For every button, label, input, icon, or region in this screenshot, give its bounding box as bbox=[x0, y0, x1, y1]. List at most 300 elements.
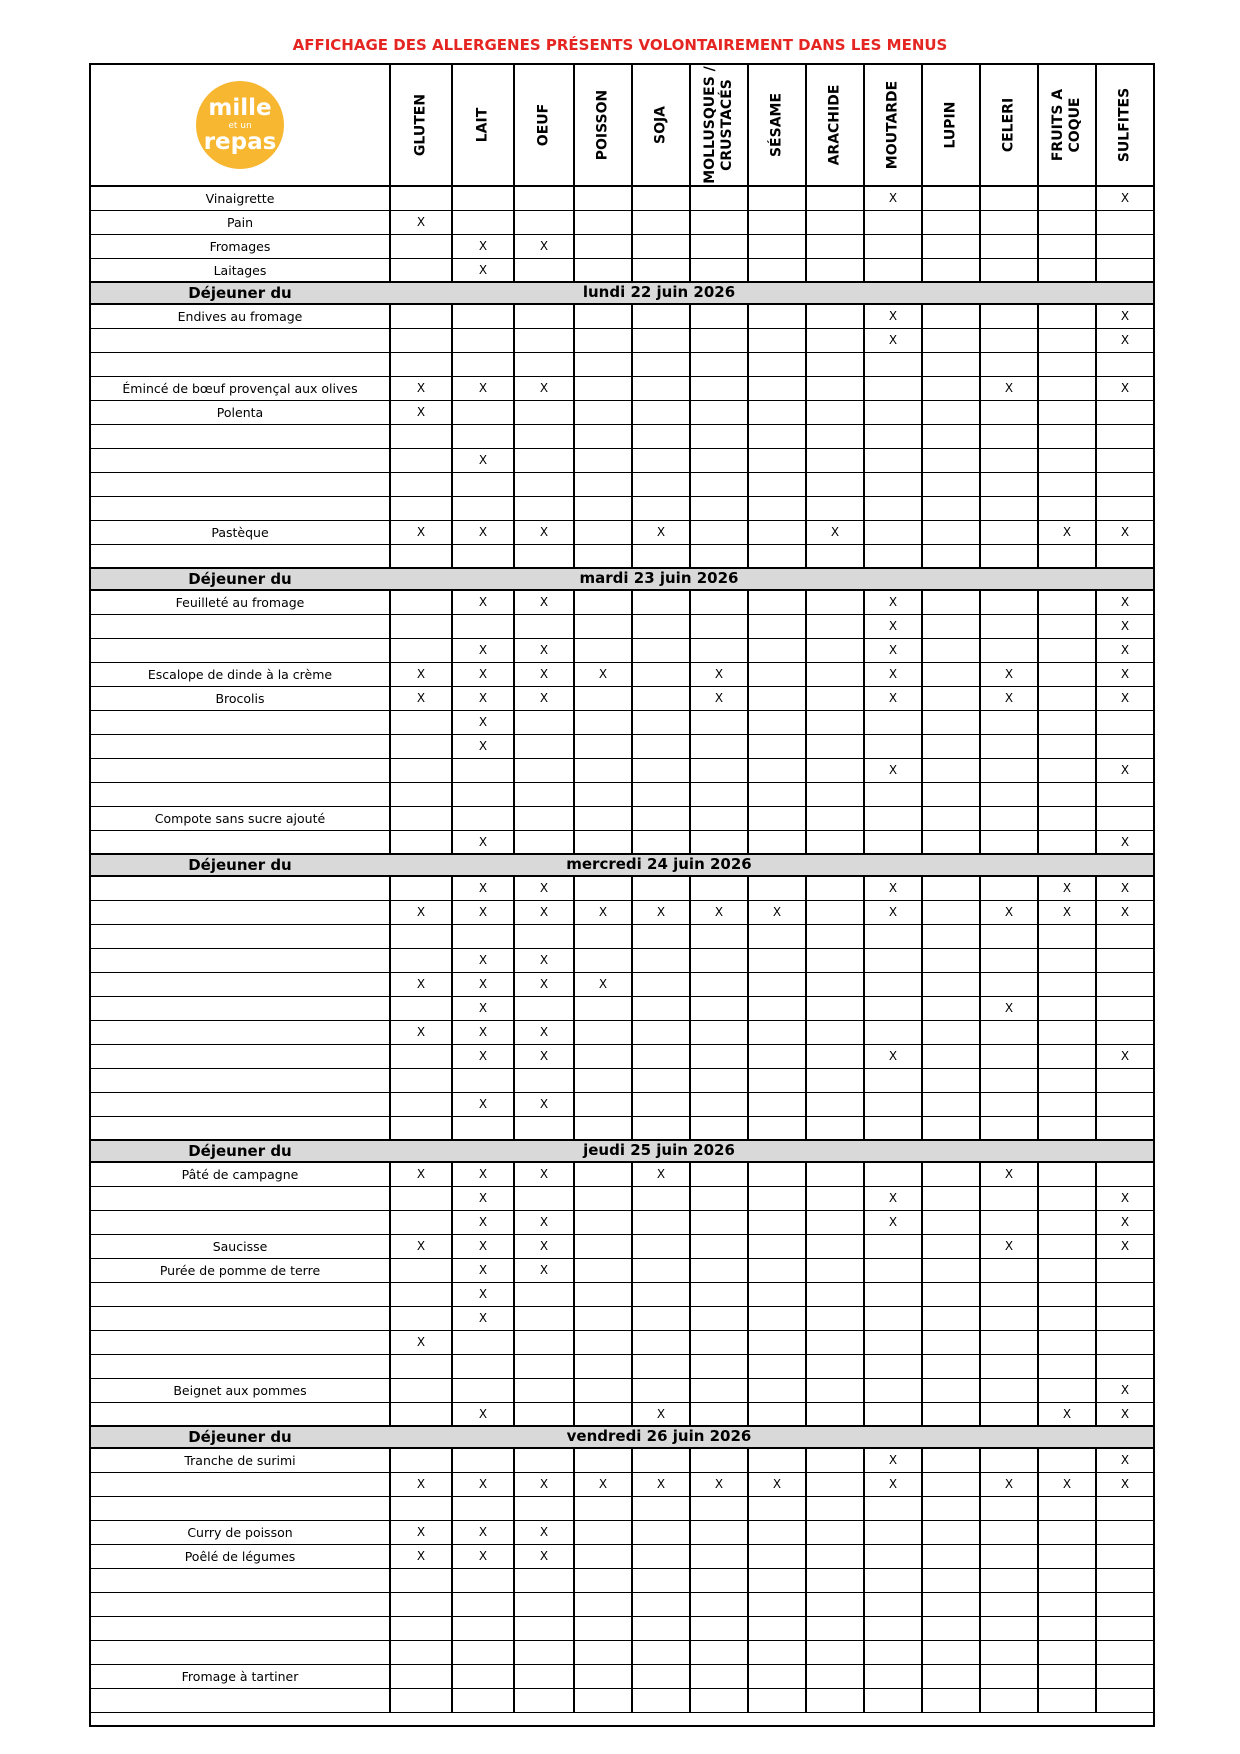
allergen-mark: X bbox=[1120, 1049, 1130, 1063]
allergen-cell bbox=[921, 521, 979, 544]
allergen-cell bbox=[1095, 1117, 1153, 1139]
allergen-cell bbox=[389, 783, 451, 806]
allergen-cell bbox=[921, 1331, 979, 1354]
allergen-cell bbox=[805, 1473, 863, 1496]
allergen-cell bbox=[921, 639, 979, 662]
allergen-cell bbox=[389, 615, 451, 638]
allergen-cell bbox=[747, 1569, 805, 1592]
allergen-cell bbox=[1037, 1355, 1095, 1378]
allergen-mark: X bbox=[1120, 643, 1130, 657]
column-header-label: LUPIN bbox=[942, 101, 959, 149]
allergen-cell bbox=[451, 1093, 513, 1116]
allergen-cell bbox=[805, 1497, 863, 1520]
allergen-cell bbox=[513, 1259, 573, 1282]
allergen-cell bbox=[921, 973, 979, 996]
allergen-cell bbox=[689, 353, 747, 376]
allergen-cell bbox=[863, 1449, 921, 1472]
allergen-cell bbox=[573, 1069, 631, 1092]
allergen-cell bbox=[747, 211, 805, 234]
allergen-cell bbox=[1037, 1283, 1095, 1306]
allergen-cell bbox=[747, 949, 805, 972]
allergen-mark: X bbox=[416, 381, 426, 395]
allergen-cell bbox=[747, 305, 805, 328]
allergen-cell bbox=[513, 639, 573, 662]
allergen-cell bbox=[631, 1689, 689, 1712]
allergen-mark: X bbox=[656, 1167, 666, 1181]
allergen-cell bbox=[513, 353, 573, 376]
allergen-cell bbox=[389, 1569, 451, 1592]
allergen-cell bbox=[863, 759, 921, 782]
allergen-cell bbox=[689, 401, 747, 424]
allergen-cell bbox=[689, 901, 747, 924]
table-row bbox=[91, 615, 1153, 639]
allergen-cell bbox=[631, 1569, 689, 1592]
allergen-cell bbox=[1037, 1379, 1095, 1402]
allergen-cell bbox=[573, 353, 631, 376]
allergen-cell bbox=[921, 831, 979, 853]
allergen-cell bbox=[747, 1689, 805, 1712]
allergen-cell bbox=[979, 1045, 1037, 1068]
allergen-cell bbox=[689, 807, 747, 830]
allergen-cell bbox=[689, 497, 747, 520]
column-header-label: SULFITES bbox=[1116, 87, 1133, 163]
allergen-cell bbox=[805, 783, 863, 806]
allergen-cell bbox=[689, 1379, 747, 1402]
allergen-cell bbox=[573, 1307, 631, 1330]
allergen-cell bbox=[805, 1307, 863, 1330]
allergen-cell bbox=[573, 1045, 631, 1068]
allergen-cell bbox=[979, 807, 1037, 830]
allergen-mark: X bbox=[478, 1191, 488, 1205]
allergen-cell bbox=[1095, 1497, 1153, 1520]
day-label: Déjeuner du bbox=[188, 1428, 292, 1446]
allergen-cell bbox=[805, 1665, 863, 1688]
allergen-cell bbox=[1095, 449, 1153, 472]
allergen-cell bbox=[451, 925, 513, 948]
day-label: Déjeuner du bbox=[188, 284, 292, 302]
dish-name bbox=[91, 329, 389, 352]
column-header-label: SÉSAME bbox=[768, 92, 785, 158]
allergen-cell bbox=[979, 1211, 1037, 1234]
allergen-cell bbox=[805, 759, 863, 782]
dish-name bbox=[91, 1187, 389, 1210]
allergen-cell bbox=[573, 1641, 631, 1664]
allergen-mark: X bbox=[539, 881, 549, 895]
table-row bbox=[91, 401, 1153, 425]
table-row bbox=[91, 1593, 1153, 1617]
allergen-cell bbox=[389, 1283, 451, 1306]
allergen-cell bbox=[573, 497, 631, 520]
dish-name bbox=[91, 1093, 389, 1116]
column-header bbox=[389, 65, 451, 187]
allergen-cell bbox=[863, 1283, 921, 1306]
allergen-mark: X bbox=[539, 1215, 549, 1229]
allergen-cell bbox=[747, 877, 805, 900]
allergen-cell bbox=[921, 1521, 979, 1544]
table-row bbox=[91, 1641, 1153, 1665]
allergen-cell bbox=[513, 545, 573, 567]
allergen-cell bbox=[747, 1163, 805, 1186]
allergen-cell bbox=[389, 831, 451, 853]
allergen-cell bbox=[863, 901, 921, 924]
allergen-cell bbox=[689, 1045, 747, 1068]
allergen-cell bbox=[1037, 1593, 1095, 1616]
allergen-cell bbox=[573, 521, 631, 544]
allergen-cell bbox=[513, 591, 573, 614]
allergen-cell bbox=[805, 545, 863, 567]
allergen-cell bbox=[1095, 639, 1153, 662]
allergen-cell bbox=[389, 235, 451, 258]
allergen-mark: X bbox=[478, 1215, 488, 1229]
allergen-cell bbox=[979, 591, 1037, 614]
dish-name bbox=[91, 997, 389, 1020]
allergen-cell bbox=[573, 259, 631, 281]
allergen-mark: X bbox=[539, 667, 549, 681]
allergen-cell bbox=[573, 591, 631, 614]
allergen-mark: X bbox=[478, 643, 488, 657]
allergen-cell bbox=[1037, 1093, 1095, 1116]
allergen-cell bbox=[513, 1403, 573, 1425]
allergen-cell bbox=[513, 711, 573, 734]
allergen-cell bbox=[1095, 997, 1153, 1020]
allergen-cell bbox=[1037, 1545, 1095, 1568]
allergen-mark: X bbox=[416, 667, 426, 681]
allergen-cell bbox=[979, 1163, 1037, 1186]
allergen-mark: X bbox=[656, 1407, 666, 1421]
allergen-cell bbox=[747, 1403, 805, 1425]
allergen-cell bbox=[689, 591, 747, 614]
allergen-mark: X bbox=[539, 595, 549, 609]
dish-name: Curry de poisson bbox=[187, 1525, 293, 1540]
allergen-cell bbox=[689, 1331, 747, 1354]
allergen-mark: X bbox=[714, 905, 724, 919]
allergen-cell bbox=[389, 1497, 451, 1520]
allergen-cell bbox=[451, 1259, 513, 1282]
allergen-cell bbox=[805, 1211, 863, 1234]
allergen-mark: X bbox=[539, 1477, 549, 1491]
allergen-cell bbox=[805, 687, 863, 710]
allergen-mark: X bbox=[539, 1025, 549, 1039]
table-row bbox=[91, 1449, 1153, 1473]
allergen-cell bbox=[513, 1665, 573, 1688]
table-row bbox=[91, 1665, 1153, 1689]
allergen-cell bbox=[513, 449, 573, 472]
column-header-label: LAIT bbox=[474, 107, 491, 143]
table-row bbox=[91, 759, 1153, 783]
allergen-cell bbox=[513, 949, 573, 972]
table-row bbox=[91, 1617, 1153, 1641]
allergen-cell bbox=[1037, 1235, 1095, 1258]
allergen-cell bbox=[805, 1045, 863, 1068]
allergen-cell bbox=[631, 1069, 689, 1092]
day-header bbox=[91, 1141, 1153, 1163]
allergen-mark: X bbox=[539, 905, 549, 919]
allergen-cell bbox=[805, 305, 863, 328]
allergen-cell bbox=[805, 615, 863, 638]
allergen-cell bbox=[1095, 663, 1153, 686]
allergen-mark: X bbox=[888, 1453, 898, 1467]
allergen-mark: X bbox=[598, 667, 608, 681]
allergen-cell bbox=[1037, 687, 1095, 710]
allergen-cell bbox=[573, 1331, 631, 1354]
table-row bbox=[91, 735, 1153, 759]
allergen-cell bbox=[979, 949, 1037, 972]
allergen-mark: X bbox=[1120, 381, 1130, 395]
allergen-mark: X bbox=[888, 309, 898, 323]
allergen-cell bbox=[863, 497, 921, 520]
allergen-cell bbox=[573, 831, 631, 853]
allergen-cell bbox=[513, 401, 573, 424]
allergen-mark: X bbox=[1120, 619, 1130, 633]
allergen-mark: X bbox=[539, 525, 549, 539]
allergen-cell bbox=[631, 877, 689, 900]
allergen-mark: X bbox=[478, 1311, 488, 1325]
allergen-cell bbox=[805, 997, 863, 1020]
allergen-cell bbox=[979, 1569, 1037, 1592]
allergen-cell bbox=[689, 615, 747, 638]
allergen-cell bbox=[805, 1187, 863, 1210]
allergen-cell bbox=[1095, 1211, 1153, 1234]
allergen-cell bbox=[747, 711, 805, 734]
allergen-cell bbox=[631, 1187, 689, 1210]
allergen-cell bbox=[747, 663, 805, 686]
allergen-cell bbox=[573, 1021, 631, 1044]
allergen-cell bbox=[1095, 1473, 1153, 1496]
allergen-cell bbox=[389, 449, 451, 472]
allergen-cell bbox=[979, 353, 1037, 376]
allergen-cell bbox=[389, 401, 451, 424]
allergen-cell bbox=[1095, 711, 1153, 734]
allergen-cell bbox=[979, 1331, 1037, 1354]
allergen-cell bbox=[689, 235, 747, 258]
allergen-cell bbox=[451, 687, 513, 710]
table-row bbox=[91, 521, 1153, 545]
allergen-cell bbox=[689, 1355, 747, 1378]
allergen-cell bbox=[389, 425, 451, 448]
allergen-cell bbox=[513, 259, 573, 281]
allergen-mark: X bbox=[1120, 1453, 1130, 1467]
allergen-cell bbox=[979, 1021, 1037, 1044]
allergen-mark: X bbox=[1120, 595, 1130, 609]
allergen-cell bbox=[513, 783, 573, 806]
allergen-mark: X bbox=[1004, 905, 1014, 919]
allergen-cell bbox=[863, 711, 921, 734]
allergen-mark: X bbox=[416, 1525, 426, 1539]
allergen-cell bbox=[631, 545, 689, 567]
table-row bbox=[91, 687, 1153, 711]
allergen-mark: X bbox=[1004, 1477, 1014, 1491]
allergen-cell bbox=[747, 615, 805, 638]
allergen-cell bbox=[921, 711, 979, 734]
allergen-cell bbox=[513, 663, 573, 686]
allergen-cell bbox=[1037, 735, 1095, 758]
allergen-cell bbox=[1095, 1403, 1153, 1425]
dish-name bbox=[91, 497, 389, 520]
allergen-cell bbox=[389, 1331, 451, 1354]
allergen-mark: X bbox=[539, 1239, 549, 1253]
allergen-mark: X bbox=[1062, 881, 1072, 895]
allergen-mark: X bbox=[656, 525, 666, 539]
allergen-cell bbox=[451, 1163, 513, 1186]
allergen-cell bbox=[747, 1545, 805, 1568]
table-row bbox=[91, 353, 1153, 377]
table-row bbox=[91, 877, 1153, 901]
allergen-cell bbox=[921, 925, 979, 948]
allergen-cell bbox=[921, 1497, 979, 1520]
allergen-cell bbox=[631, 1593, 689, 1616]
allergen-cell bbox=[513, 1355, 573, 1378]
table-row bbox=[91, 1521, 1153, 1545]
dish-name bbox=[91, 473, 389, 496]
allergen-cell bbox=[451, 305, 513, 328]
allergen-cell bbox=[573, 329, 631, 352]
allergen-cell bbox=[747, 1593, 805, 1616]
allergen-cell bbox=[1037, 1259, 1095, 1282]
allergen-cell bbox=[1037, 831, 1095, 853]
allergen-cell bbox=[451, 1449, 513, 1472]
allergen-cell bbox=[1037, 449, 1095, 472]
dish-name bbox=[91, 353, 389, 376]
allergen-cell bbox=[921, 1569, 979, 1592]
allergen-mark: X bbox=[539, 953, 549, 967]
allergen-mark: X bbox=[1004, 1167, 1014, 1181]
allergen-cell bbox=[513, 1117, 573, 1139]
day-header bbox=[91, 283, 1153, 305]
table-row bbox=[91, 1045, 1153, 1069]
allergen-cell bbox=[513, 521, 573, 544]
allergen-mark: X bbox=[478, 881, 488, 895]
allergen-cell bbox=[689, 997, 747, 1020]
allergen-cell bbox=[573, 377, 631, 400]
allergen-cell bbox=[631, 973, 689, 996]
allergen-cell bbox=[863, 735, 921, 758]
allergen-cell bbox=[921, 1403, 979, 1425]
allergen-cell bbox=[631, 663, 689, 686]
allergen-cell bbox=[747, 1449, 805, 1472]
dish-name bbox=[91, 639, 389, 662]
allergen-cell bbox=[805, 259, 863, 281]
table-row bbox=[91, 1331, 1153, 1355]
allergen-cell bbox=[747, 1379, 805, 1402]
allergen-cell bbox=[389, 639, 451, 662]
allergen-cell bbox=[979, 449, 1037, 472]
allergen-cell bbox=[921, 1593, 979, 1616]
allergen-cell bbox=[921, 1379, 979, 1402]
allergen-cell bbox=[389, 711, 451, 734]
allergen-cell bbox=[689, 639, 747, 662]
allergen-mark: X bbox=[478, 263, 488, 277]
allergen-mark: X bbox=[478, 525, 488, 539]
allergen-mark: X bbox=[539, 239, 549, 253]
allergen-mark: X bbox=[1120, 1215, 1130, 1229]
allergen-mark: X bbox=[478, 977, 488, 991]
dish-name bbox=[91, 783, 389, 806]
allergen-cell bbox=[689, 783, 747, 806]
allergen-cell bbox=[1037, 997, 1095, 1020]
allergen-cell bbox=[631, 997, 689, 1020]
allergen-cell bbox=[979, 759, 1037, 782]
allergen-cell bbox=[1095, 1641, 1153, 1664]
dish-name bbox=[91, 925, 389, 948]
logo-text-line2: et un bbox=[228, 121, 252, 131]
allergen-cell bbox=[805, 377, 863, 400]
allergen-cell bbox=[389, 1355, 451, 1378]
allergen-cell bbox=[573, 1449, 631, 1472]
allergen-mark: X bbox=[416, 905, 426, 919]
dish-name bbox=[91, 1307, 389, 1330]
allergen-cell bbox=[451, 497, 513, 520]
dish-name: Pastèque bbox=[211, 525, 269, 540]
allergen-cell bbox=[389, 377, 451, 400]
allergen-mark: X bbox=[888, 691, 898, 705]
allergen-cell bbox=[689, 1689, 747, 1712]
allergen-cell bbox=[631, 1163, 689, 1186]
allergen-cell bbox=[921, 425, 979, 448]
column-header-label: FRUITS A COQUE bbox=[1050, 88, 1083, 162]
table-row bbox=[91, 1497, 1153, 1521]
column-header bbox=[747, 65, 805, 187]
allergen-cell bbox=[573, 1569, 631, 1592]
dish-name bbox=[91, 711, 389, 734]
allergen-cell bbox=[513, 1093, 573, 1116]
dish-name: Purée de pomme de terre bbox=[159, 1263, 321, 1278]
column-header bbox=[451, 65, 513, 187]
allergen-cell bbox=[805, 1617, 863, 1640]
allergen-cell bbox=[1037, 877, 1095, 900]
allergen-cell bbox=[863, 1689, 921, 1712]
allergen-cell bbox=[689, 1163, 747, 1186]
allergen-cell bbox=[1095, 807, 1153, 830]
allergen-cell bbox=[689, 211, 747, 234]
dish-name bbox=[91, 831, 389, 853]
allergen-cell bbox=[805, 1235, 863, 1258]
allergen-cell bbox=[573, 1473, 631, 1496]
allergen-cell bbox=[1037, 663, 1095, 686]
allergen-cell bbox=[921, 377, 979, 400]
allergen-cell bbox=[1095, 353, 1153, 376]
day-date: jeudi 25 juin 2026 bbox=[583, 1141, 735, 1159]
allergen-cell bbox=[389, 1187, 451, 1210]
allergen-cell bbox=[921, 235, 979, 258]
logo-text-line3: repas bbox=[203, 129, 277, 155]
allergen-cell bbox=[1095, 783, 1153, 806]
allergen-cell bbox=[747, 1283, 805, 1306]
allergen-cell bbox=[689, 1641, 747, 1664]
allergen-cell bbox=[863, 425, 921, 448]
table-row bbox=[91, 1187, 1153, 1211]
allergen-cell bbox=[1037, 401, 1095, 424]
allergen-cell bbox=[513, 1069, 573, 1092]
allergen-cell bbox=[631, 211, 689, 234]
allergen-cell bbox=[863, 235, 921, 258]
allergen-mark: X bbox=[1004, 667, 1014, 681]
allergen-mark: X bbox=[416, 1335, 426, 1349]
allergen-cell bbox=[631, 353, 689, 376]
allergen-cell bbox=[1095, 759, 1153, 782]
day-label: Déjeuner du bbox=[188, 1142, 292, 1160]
allergen-cell bbox=[689, 1021, 747, 1044]
allergen-cell bbox=[921, 1021, 979, 1044]
allergen-mark: X bbox=[416, 215, 426, 229]
allergen-cell bbox=[921, 591, 979, 614]
allergen-cell bbox=[805, 639, 863, 662]
dish-name: Feuilleté au fromage bbox=[175, 595, 305, 610]
allergen-cell bbox=[921, 1235, 979, 1258]
allergen-mark: X bbox=[478, 1097, 488, 1111]
allergen-cell bbox=[921, 615, 979, 638]
allergen-cell bbox=[1037, 1331, 1095, 1354]
allergen-cell bbox=[689, 759, 747, 782]
